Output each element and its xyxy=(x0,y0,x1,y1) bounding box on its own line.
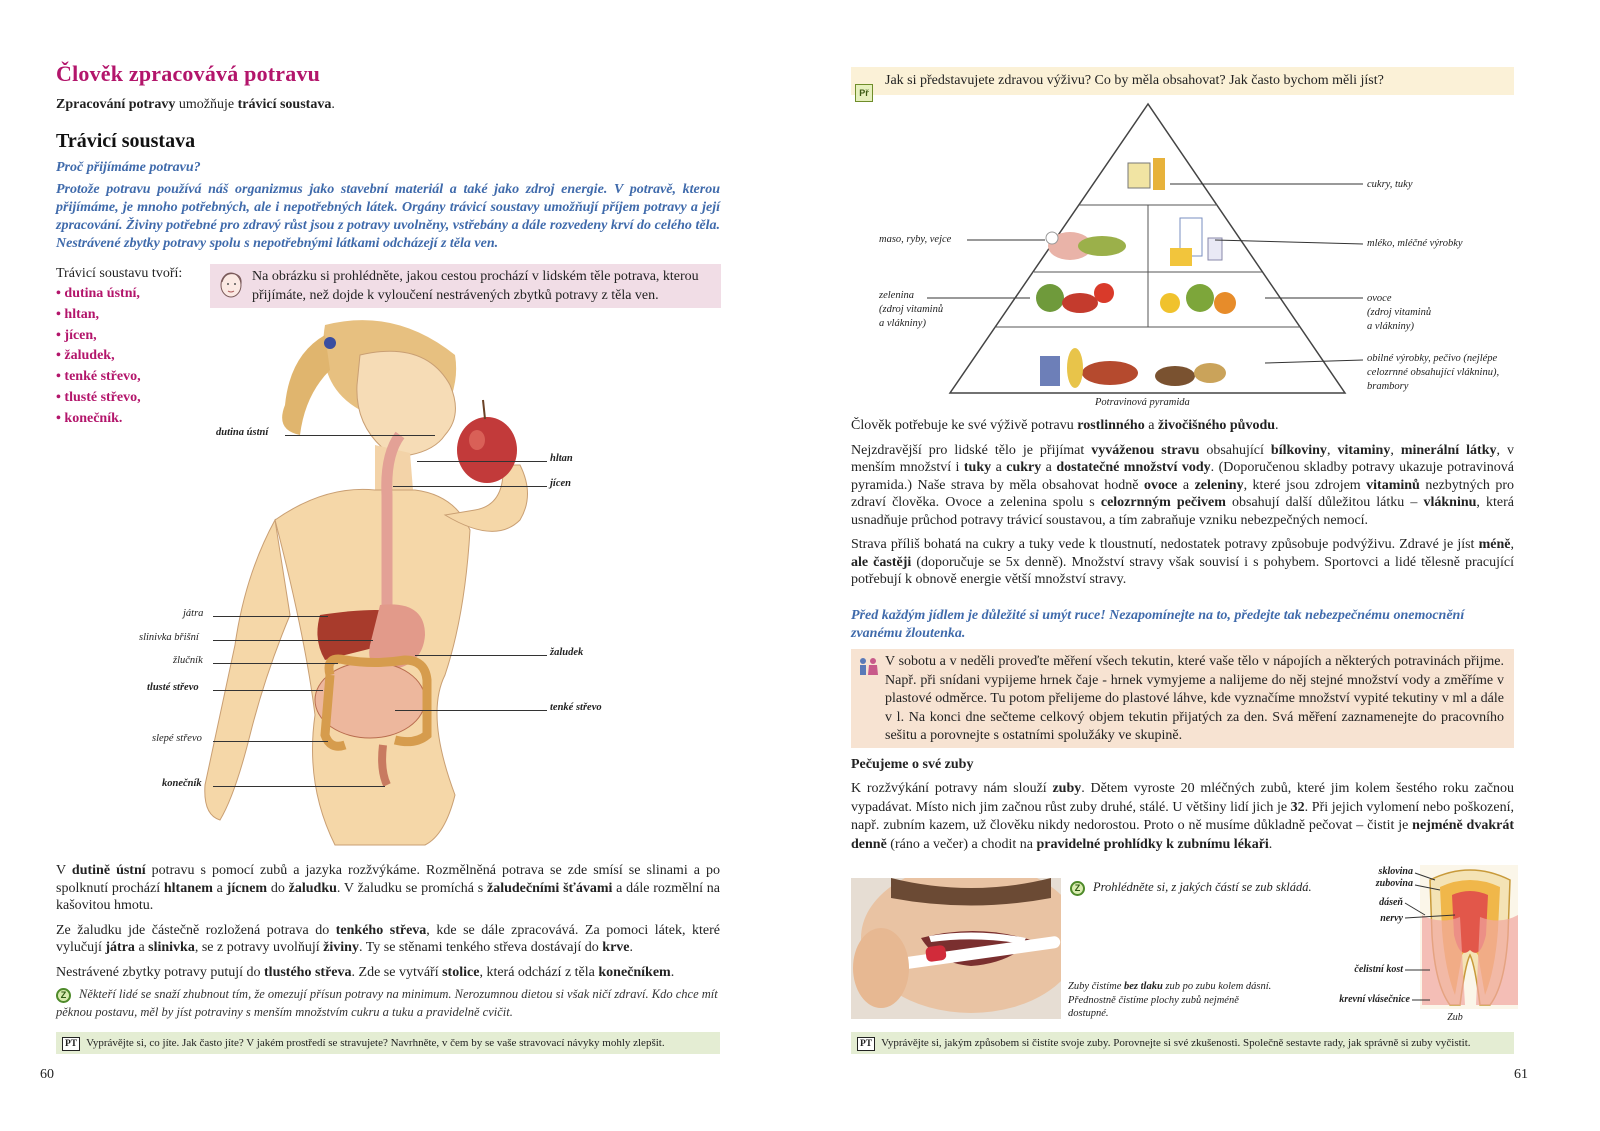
tooth-task: Z Prohlédněte si, z jakých částí se zub skládá. xyxy=(1070,880,1312,896)
label-jatra: játra xyxy=(183,608,204,619)
label-tenke-strevo: tenké střevo xyxy=(550,702,602,713)
hair-tie xyxy=(324,337,336,349)
paragraph: Nestrávené zbytky potravy putují do tlustého střeva. Zde se vytváří stolice, která odchází z těla konečníkem. xyxy=(56,964,675,980)
right-body-text xyxy=(851,417,1514,596)
tooth-diagram xyxy=(1280,855,1520,1027)
list-item: • tlusté střevo, xyxy=(56,389,141,405)
label-krevni-vlasecnice: krevní vlásečnice xyxy=(1339,994,1410,1005)
brushing-caption: Zuby čistíme bez tlaku zub po zubu kolem dásní. Přednostně čistíme plochy zubů nejméně dostupné. xyxy=(1068,981,1272,1019)
people-icon xyxy=(857,657,879,683)
page-number: 60 xyxy=(40,1067,54,1082)
answer-paragraph: Protože potravu používá náš organizmus jako stavební materiál a také jako zdroj energie. V potravě, kterou přijímáme, je mnoho potřebných, ale i nepotřebných látek. Orgány trávicí soustavy umožňují příjem potravy a její zpracování. Živiny potřebné pro zdravý růst jsou z potravy uvolněny, vstřebány a dále rozvedeny krví do celého těla. Nestrávené zbytky potravy spolu s nepotřebnými látkami odcházejí z těla ven. xyxy=(56,182,720,251)
list-item: • žaludek, xyxy=(56,348,115,364)
label-mleko: mléko, mléčné výrobky xyxy=(1367,238,1463,249)
list-item: • hltan, xyxy=(56,306,100,322)
digestive-system-illustration xyxy=(125,315,645,855)
label-jicen: jícen xyxy=(550,478,571,489)
list-item: • jícen, xyxy=(56,327,97,343)
label-maso: maso, ryby, vejce xyxy=(879,234,952,245)
label-zlucnik: žlučník xyxy=(173,655,203,666)
label-zaludek: žaludek xyxy=(550,647,584,658)
paragraph: Člověk potřebuje ke své výživě potravu rostlinného a živočišného původu. xyxy=(851,418,1279,433)
experiment-box: V sobotu a v neděli proveďte měření všech tekutin, které vaše tělo v nápojích a některých potravinách přijme. Např. při snídani vypijeme hrnek čaje - hrnek vymyjeme a nalijeme do něj stejné množství vody a změříme v plastové odměrce. Tu potom přelijeme do plastové láhve, kde vyznačíme množství vypité tekutiny v ml a dále v l. Na konci dne sečteme celkový objem tekutin přijatých za den. Svá měření zaznamenejte do pracovního sešitu a porovnejte s ostatními spolužáky ve skupině. xyxy=(851,649,1514,748)
label-tluste-strevo: tlusté střevo xyxy=(147,682,199,693)
paragraph: Strava příliš bohatá na cukry a tuky vede k tloustnutí, nedostatek potravy způsobuje podvýživu. Zdravé je jíst méně, ale častěji (doporučuje se 5x denně). Množství stravy však souvisí i s pohybem. Sportovci a lidé tělesně pracující potřebují k obnově energie větší množství stravy. xyxy=(851,537,1514,587)
label-nervy: nervy xyxy=(1380,913,1403,924)
observation-tip xyxy=(210,264,721,308)
pt-badge: PT xyxy=(857,1037,875,1051)
label-dasen: dáseň xyxy=(1379,897,1403,908)
organs-intro: Trávicí soustavu tvoří: xyxy=(56,266,183,281)
teeth-heading: Pečujeme o své zuby xyxy=(851,757,974,772)
z-icon: Z xyxy=(1070,881,1085,896)
tip-text: Na obrázku si prohlédněte, jakou cestou prochází v lidském těle potrava, kterou přijímáte, než dojde k vyloučení nestrávených zbytků potravy z těla ven. xyxy=(252,269,699,303)
task-box: Př Jak si představujete zdravou výživu? Co by měla obsahovat? Jak často bychom měli jíst? xyxy=(851,67,1514,95)
pt-badge: PT xyxy=(62,1037,80,1051)
face-icon xyxy=(217,270,245,302)
label-sklovina: sklovina xyxy=(1378,866,1413,877)
label-obilne: obilné výrobky, pečivo (nejlépe celozrnné obsahující vlákninu), brambory xyxy=(1367,353,1500,392)
label-konecnik: konečník xyxy=(162,778,202,789)
z-note: Z Někteří lidé se snaží zhubnout tím, že omezují přísun potravy na minimum. Nerozumnou dietou si však ničí zdraví. Kdo chce mít pěknou postavu, měl by jíst potraviny s menším množstvím cukru a tuku a pravidelně cvičit. xyxy=(56,987,718,1019)
paragraph: V dutině ústní potravu s pomocí zubů a jazyka rozžvýkáme. Rozmělněná potrava se zde smísí se slinami a po spolknutí prochází hltanem a jícnem do žaludku. V žaludku se promíchá s žaludečními šťávami a dále rozmělní na kašovitou hmotu. xyxy=(56,863,721,913)
pt-task: PT Vyprávějte si, jakým způsobem si čistíte svoje zuby. Porovnejte si své zkušenosti. Společně sestavte rady, jak správně si zuby vyčistit. xyxy=(851,1032,1514,1054)
pt-task: PT Vyprávějte si, co jíte. Jak často jíte? V jakém prostředí se stravujete? Navrhněte, v čem by se vaše stravovací návyky mohly zlepšit. xyxy=(56,1032,720,1054)
label-celistni-kost: čelistní kost xyxy=(1354,964,1403,975)
list-item: • konečník. xyxy=(56,410,123,426)
pyramid-caption: Potravinová pyramida xyxy=(1095,397,1190,408)
page-title: Člověk zpracovává potravu xyxy=(56,61,321,86)
task-badge: Př xyxy=(855,84,873,102)
z-icon: Z xyxy=(56,988,71,1003)
paragraph: Nejzdravější pro lidské tělo je přijímat vyváženou stravu obsahující bílkoviny, vitaminy, minerální látky, v menším množství i tuky a cukry a dostatečné množství vody. (Doporučenou skladby potravy ukazuje potravinová pyramida.) Naše strava by měla obsahovat hodně ovoce a zeleniny, které jsou zdrojem vitaminů nezbytných pro zdraví člověka. Ovoce a zelenina spolu s celozrnným pečivem obsahují další důležitou látku – vlákninu, která usnadňuje průchod potravy trávicí soustavou, a tím zabraňuje vzniku nebezpečných nemocí. xyxy=(851,442,1515,528)
teeth-paragraph: K rozžvýkání potravy nám slouží zuby. Dětem vyroste 20 mléčných zubů, které jim kolem šestého roku začnou vypadávat. Místo nich jim začnou růst zuby druhé, stálé. U většiny lidí jich je 32. Při jejich vylomení nebo poškození, např. zubním kazem, už člověku nikdy nedorostou. Proto o ně musíme důkladně pečovat – čistit je nejméně dvakrát denně (ráno a večer) a chodit na pravidelné prohlídky k zubnímu lékaři. xyxy=(851,781,1514,852)
toothbrushing-photo xyxy=(851,878,1061,1019)
label-hltan: hltan xyxy=(550,453,573,464)
left-body-text xyxy=(56,862,720,988)
hygiene-warning: Před každým jídlem je důležité si umýt ruce! Nezapomínejte na to, předejte tak nebezpečnému onemocnění zvanému žloutenka. xyxy=(851,608,1465,641)
label-zelenina: zelenina (zdroj vitaminů a vlákniny) xyxy=(879,290,944,329)
label-zubovina: zubovina xyxy=(1375,878,1413,889)
label-ovoce: ovoce (zdroj vitaminů a vlákniny) xyxy=(1367,293,1432,332)
intro-text: Zpracování potravy umožňuje trávicí soustava. xyxy=(56,97,335,112)
label-cukry: cukry, tuky xyxy=(1367,179,1413,190)
paragraph: Ze žaludku jde částečně rozložená potrava do tenkého střeva, kde se dále zpracovává. Za pomoci látek, které vylučují játra a slinivka, se z potravy uvolňují živiny. Ty se stěnami tenkého střeva dostávají do krve. xyxy=(56,922,720,955)
section-heading: Trávicí soustava xyxy=(56,130,196,152)
page-number: 61 xyxy=(1514,1067,1528,1082)
question: Proč přijímáme potravu? xyxy=(56,160,201,175)
food-pyramid xyxy=(870,98,1520,410)
label-slinivka: slinivka břišní xyxy=(139,632,199,643)
tooth-caption: Zub xyxy=(1447,1012,1463,1023)
label-slepe-strevo: slepé střevo xyxy=(152,733,202,744)
list-item: • dutina ústní, xyxy=(56,286,140,301)
apple xyxy=(457,417,517,483)
label-dutina-ustni: dutina ústní xyxy=(216,427,269,438)
list-item: • tenké střevo, xyxy=(56,369,141,385)
body-drawing xyxy=(125,315,645,855)
